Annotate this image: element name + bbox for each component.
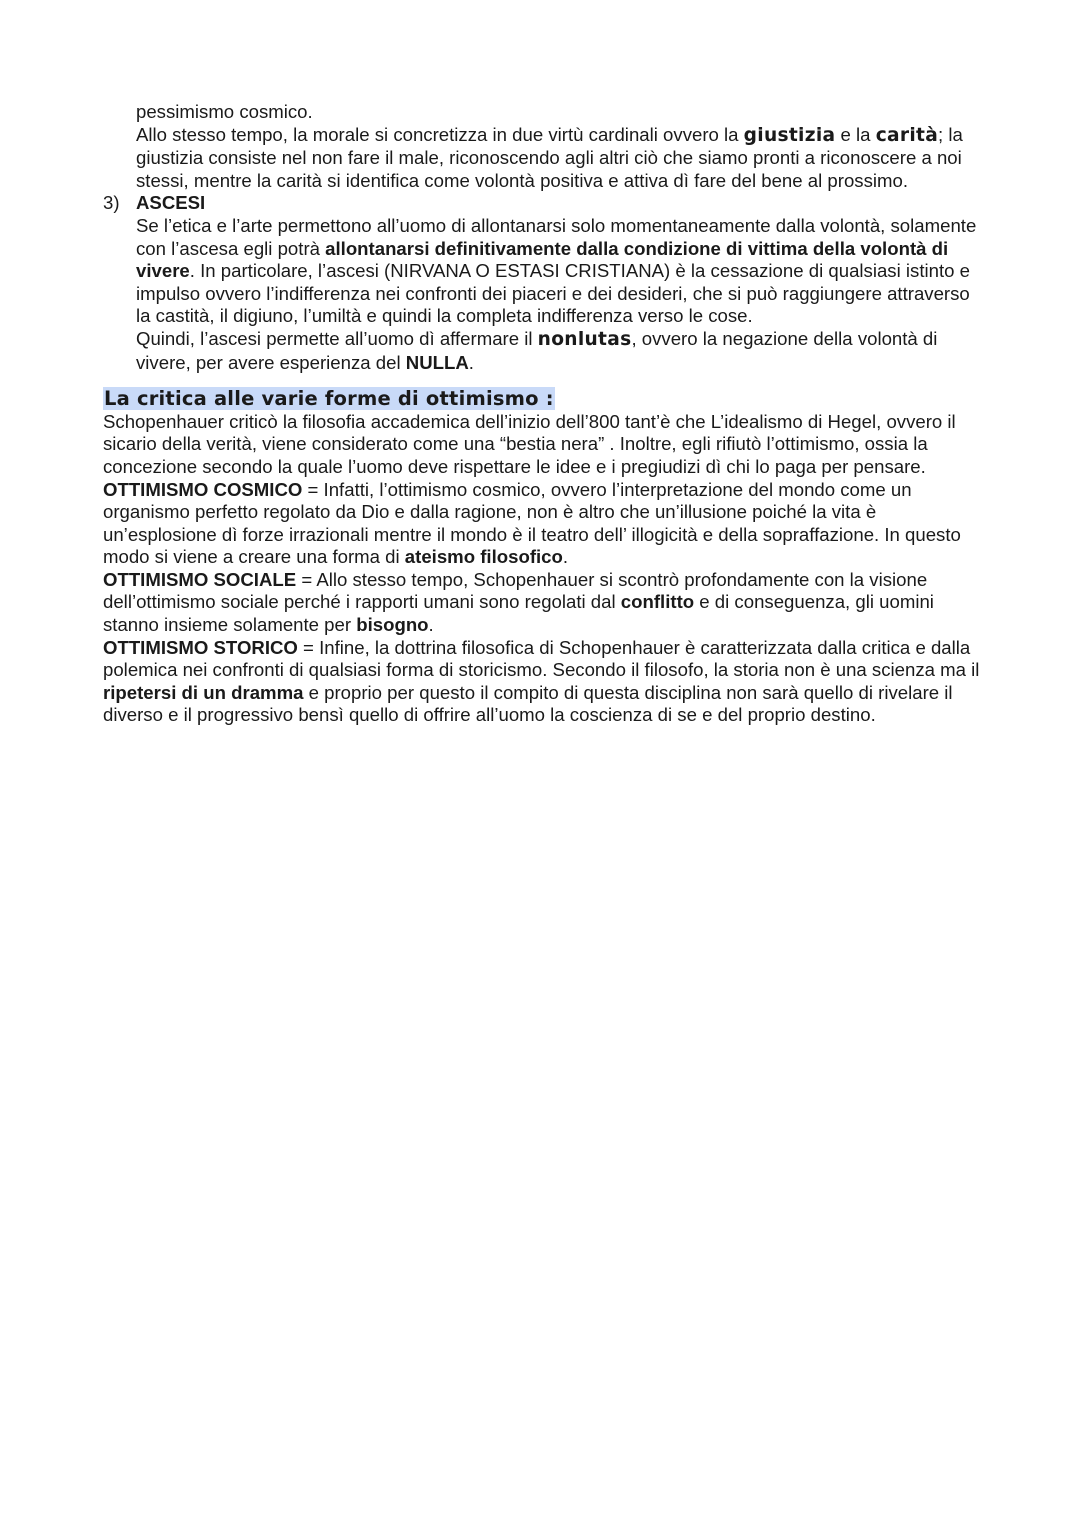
label-cosmico: OTTIMISMO COSMICO	[103, 478, 303, 500]
bold-run: ateismo filosofico	[404, 546, 563, 568]
label-storico: OTTIMISMO STORICO	[103, 636, 298, 658]
text-run: .	[468, 351, 474, 373]
bold-run: ripetersi di un dramma	[103, 681, 304, 703]
document-page	[103, 101, 983, 727]
ottimismo-sociale-paragraph	[103, 569, 983, 637]
text-run: = Infatti, l’ottimismo cosmico, ovvero l’interpretazione del mondo come un organismo perfetto regolato da Dio e dalla ragione, non è altro che un’illusione poiché la vita è un’esplosione dì forze irrazionali mentre il mondo è il teatro dell’ illogicità e della sopraffazione. In questo modo si viene a creare una forma di	[103, 478, 961, 568]
section-intro: Schopenhauer criticò la filosofia accademica dell’inizio dell’800 tant’è che L’idealismo di Hegel, ovvero il sicario della verità, viene considerato come una “bestia nera” . Inoltre, egli rifiutò l’ottimismo, ossia la concezione secondo la quale l’uomo deve rispettare le idee e i pregiudizi dì chi lo paga per pensare.	[103, 410, 956, 477]
text-run: .	[562, 546, 569, 568]
continuation-block	[103, 101, 983, 192]
text-run: . In particolare, l’ascesi (NIRVANA O ESTASI CRISTIANA) è la cessazione di qualsiasi istinto e impulso ovvero l’indifferenza nei confronti dei piaceri e dei desideri, che si può raggiungere attraverso la castità, il digiuno, l’umiltà e quindi la completa indifferenza verso le cose.	[136, 260, 970, 327]
section-title	[103, 388, 983, 411]
text-run: e proprio per questo il compito di questa disciplina non sarà quello di rivelare il diverso e il progressivo bensì quello di offrire all’uomo la coscienza di se e del proprio destino.	[103, 681, 953, 726]
text-run: e la	[835, 123, 876, 145]
ascesi-paragraph	[136, 215, 983, 328]
keyword-nonlutas: nonlutas	[537, 328, 632, 350]
heading-ascesi: ASCESI	[136, 192, 206, 214]
virtues-paragraph	[136, 124, 983, 193]
bold-run: allontanarsi definitivamente dalla condizione di vittima della volontà di vivere	[136, 237, 949, 282]
text-run: e di conseguenza, gli uomini stanno insieme solamente per	[103, 591, 934, 636]
label-sociale: OTTIMISMO SOCIALE	[103, 568, 297, 590]
list-heading	[136, 192, 983, 215]
section-title-highlight: La critica alle varie forme di ottimismo :	[104, 387, 554, 411]
text-run: Se l’etica e l’arte permettono all’uomo di allontanarsi solo momentaneamente dalla volontà, solamente con l’ascesa egli potrà	[136, 214, 977, 259]
text-run: Allo stesso tempo, la morale si concretizza in due virtù cardinali ovvero la	[136, 123, 744, 145]
bold-run: NULLA	[405, 351, 469, 373]
bold-run: conflitto	[620, 591, 695, 613]
text-run: = Allo stesso tempo, Schopenhauer si scontrò profondamente con la visione dell’ottimismo sociale perché i rapporti umani sono regolati dal	[103, 568, 928, 613]
text-run: ; la giustizia consiste nel non fare il male, riconoscendo agli altri ciò che siamo pronti a riconoscere a noi stessi, mentre la carità si identifica come volontà positiva e attiva dì fare del bene al prossimo.	[136, 123, 963, 191]
text-run: , ovvero la negazione della volontà di vivere, per avere esperienza del	[136, 327, 938, 373]
nonlutas-paragraph	[136, 328, 983, 374]
text-run: = Infine, la dottrina filosofica di Schopenhauer è caratterizzata dalla critica e dalla polemica nei confronti di qualsiasi forma di storicismo. Secondo il filosofo, la storia non è una scienza ma il	[103, 636, 980, 681]
continuation-line: pessimismo cosmico.	[136, 101, 313, 122]
bold-run: bisogno	[356, 614, 429, 636]
ottimismo-storico-paragraph	[103, 637, 983, 727]
list-item-ascesi	[103, 192, 983, 374]
text-run: Quindi, l’ascesi permette all’uomo dì affermare il	[136, 327, 538, 349]
text-run: .	[428, 614, 434, 636]
list-number: 3)	[103, 192, 120, 214]
ottimismo-cosmico-paragraph	[103, 479, 983, 569]
keyword-carita: carità	[875, 124, 939, 146]
keyword-giustizia: giustizia	[743, 124, 836, 146]
